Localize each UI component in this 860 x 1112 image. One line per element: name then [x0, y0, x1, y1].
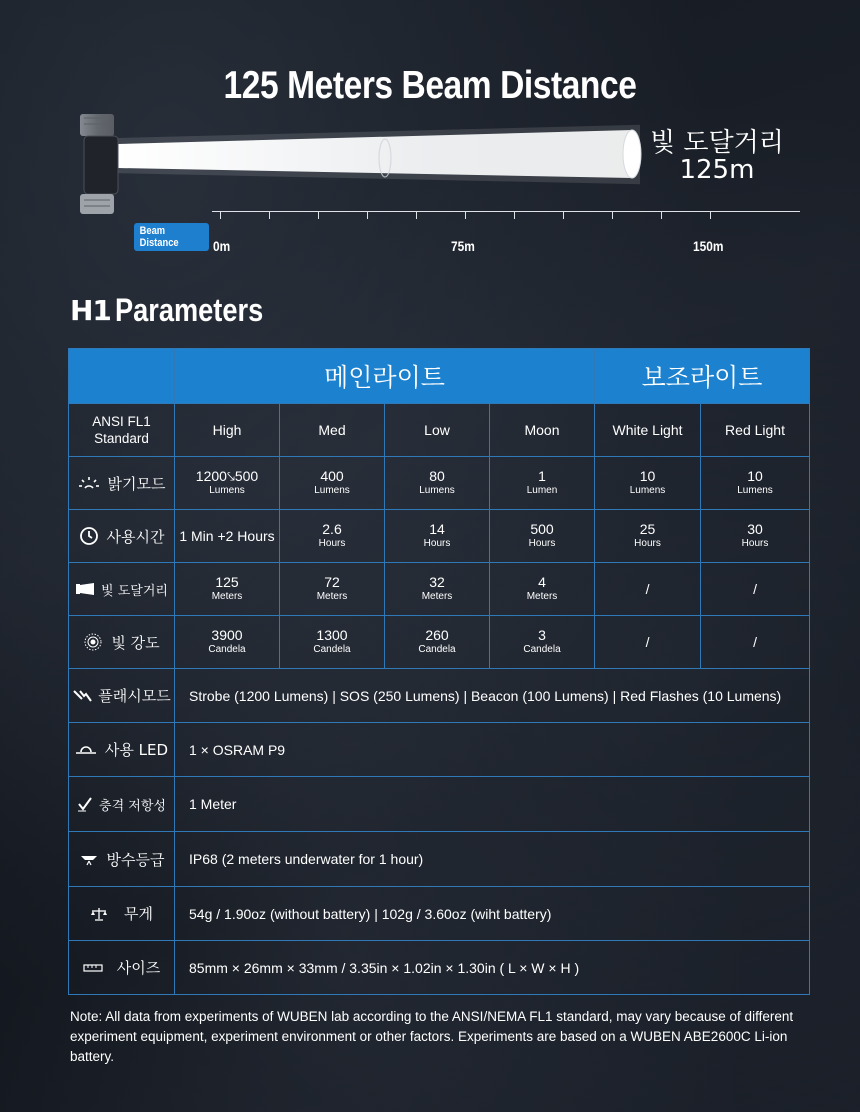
cell: /: [595, 616, 701, 669]
h1-logo: H1: [70, 294, 111, 327]
table-row: [69, 941, 810, 995]
header-main-light: 메인라이트: [175, 349, 595, 404]
axis-label-75: 75m: [451, 238, 475, 254]
row-label-text: 방수등급: [106, 850, 165, 869]
parameters-title: [70, 292, 289, 329]
axis-tick: [269, 211, 270, 219]
cell: 1 Min +2 Hours: [175, 510, 280, 563]
cell: 1300 Candela: [280, 616, 385, 669]
cell: 500 Hours: [490, 510, 595, 563]
axis-tick: [416, 211, 417, 219]
cell: 72 Meters: [280, 563, 385, 616]
cell: /: [701, 563, 810, 616]
led-icon: [75, 744, 97, 756]
size-value: 85mm × 26mm × 33mm / 3.35in × 1.02in × 1.30in ( L × W × H ): [175, 941, 810, 995]
cell: 80 Lumens: [385, 457, 490, 510]
table-row: [69, 616, 810, 669]
cell: 125 Meters: [175, 563, 280, 616]
header-aux-light: 보조라이트: [595, 349, 810, 404]
cell: 260 Candela: [385, 616, 490, 669]
axis-tick: [612, 211, 613, 219]
header-blank-cell: [69, 349, 175, 404]
axis-tick: [465, 211, 466, 219]
cell: 3 Candela: [490, 616, 595, 669]
row-label-size: [69, 941, 175, 995]
mode-red-light: Red Light: [701, 404, 810, 457]
cell: 400 Lumens: [280, 457, 385, 510]
row-label-text: 사용 LED: [104, 741, 169, 759]
axis-tick: [318, 211, 319, 219]
cell: /: [595, 563, 701, 616]
row-label-brightness: [69, 457, 175, 510]
standard-label: ANSI FL1 Standard: [69, 404, 175, 457]
mode-high: High: [175, 404, 280, 457]
axis-label-0: 0m: [213, 238, 231, 254]
table-header-row: [69, 349, 810, 404]
mode-med: Med: [280, 404, 385, 457]
cell: /: [701, 616, 810, 669]
impact-icon: [77, 796, 93, 812]
row-label-text: 플래시모드: [98, 687, 171, 705]
row-label-text: 밝기모드: [107, 474, 166, 493]
weight-value: 54g / 1.90oz (without battery) | 102g / 3.60oz (wiht battery): [175, 887, 810, 941]
waterproof-icon: [79, 852, 99, 866]
row-label-text: 사이즈: [116, 959, 161, 977]
cell: 2.6 Hours: [280, 510, 385, 563]
intensity-icon: [83, 632, 103, 652]
table-row: [69, 669, 810, 723]
footnote: Note: All data from experiments of WUBEN lab according to the ANSI/NEMA FL1 standard, may vary because of different experiment equipment, experiment environment or other factors. Experiments are based on a WUBEN ABE2600C Li-ion battery.: [70, 1009, 794, 1064]
axis-tick: [661, 211, 662, 219]
hero-title: 125 Meters Beam Distance: [223, 64, 637, 107]
axis-tick: [367, 211, 368, 219]
row-label-text: 충격 저항성: [99, 798, 166, 814]
axis-tick: [563, 211, 564, 219]
axis-tick: [710, 211, 711, 219]
beam-distance-caption: [650, 130, 784, 184]
brightness-icon: [78, 475, 100, 491]
row-label-beam-distance: [69, 563, 175, 616]
row-label-waterproof: [69, 832, 175, 887]
mode-row: [69, 404, 810, 457]
table-row: [69, 563, 810, 616]
beam-caption-line2: 125m: [679, 155, 755, 185]
impact-value: 1 Meter: [175, 777, 810, 832]
flashlight-icon: [80, 114, 118, 214]
cell: 10 Lumens: [595, 457, 701, 510]
row-label-text: 빛 도달거리: [101, 583, 168, 599]
scale-icon: [90, 907, 108, 921]
cell: 14 Hours: [385, 510, 490, 563]
ruler-icon: [83, 964, 103, 972]
row-label-intensity: [69, 616, 175, 669]
row-label-impact: [69, 777, 175, 832]
flash-icon: [72, 689, 92, 703]
cell: 4 Meters: [490, 563, 595, 616]
distance-axis: [212, 211, 800, 212]
row-label-weight: [69, 887, 175, 941]
cell: 10 Lumens: [701, 457, 810, 510]
mode-moon: Moon: [490, 404, 595, 457]
table-row: [69, 510, 810, 563]
clock-icon: [79, 526, 99, 546]
parameters-heading: Parameters: [114, 292, 264, 328]
cell: 25 Hours: [595, 510, 701, 563]
table-row: [69, 777, 810, 832]
row-label-text: 사용시간: [106, 527, 165, 546]
mode-low: Low: [385, 404, 490, 457]
table-row: [69, 723, 810, 777]
flash-modes-value: Strobe (1200 Lumens) | SOS (250 Lumens) | Beacon (100 Lumens) | Red Flashes (10 Lumens): [175, 669, 810, 723]
row-label-text: 무게: [124, 905, 153, 923]
cell: 1 Lumen: [490, 457, 595, 510]
table-row: [69, 457, 810, 510]
cell: 30 Hours: [701, 510, 810, 563]
row-label-led: [69, 723, 175, 777]
axis-tick: [220, 211, 221, 219]
beam-distance-icon: [75, 582, 95, 596]
axis-label-150: 150m: [693, 238, 724, 254]
table-row: [69, 887, 810, 941]
beam-distance-badge: Beam Distance: [134, 223, 209, 251]
led-value: 1 × OSRAM P9: [175, 723, 810, 777]
beam-caption-line1: 빛 도달거리: [650, 128, 784, 158]
axis-tick: [514, 211, 515, 219]
row-label-text: 빛 강도: [111, 633, 160, 652]
cell: 3900 Candela: [175, 616, 280, 669]
cell: 32 Meters: [385, 563, 490, 616]
parameters-table: [68, 348, 810, 995]
mode-white-light: White Light: [595, 404, 701, 457]
row-label-runtime: [69, 510, 175, 563]
table-row: [69, 832, 810, 887]
row-label-flash: [69, 669, 175, 723]
cell: 1200⤥500 Lumens: [175, 457, 280, 510]
waterproof-value: IP68 (2 meters underwater for 1 hour): [175, 832, 810, 887]
